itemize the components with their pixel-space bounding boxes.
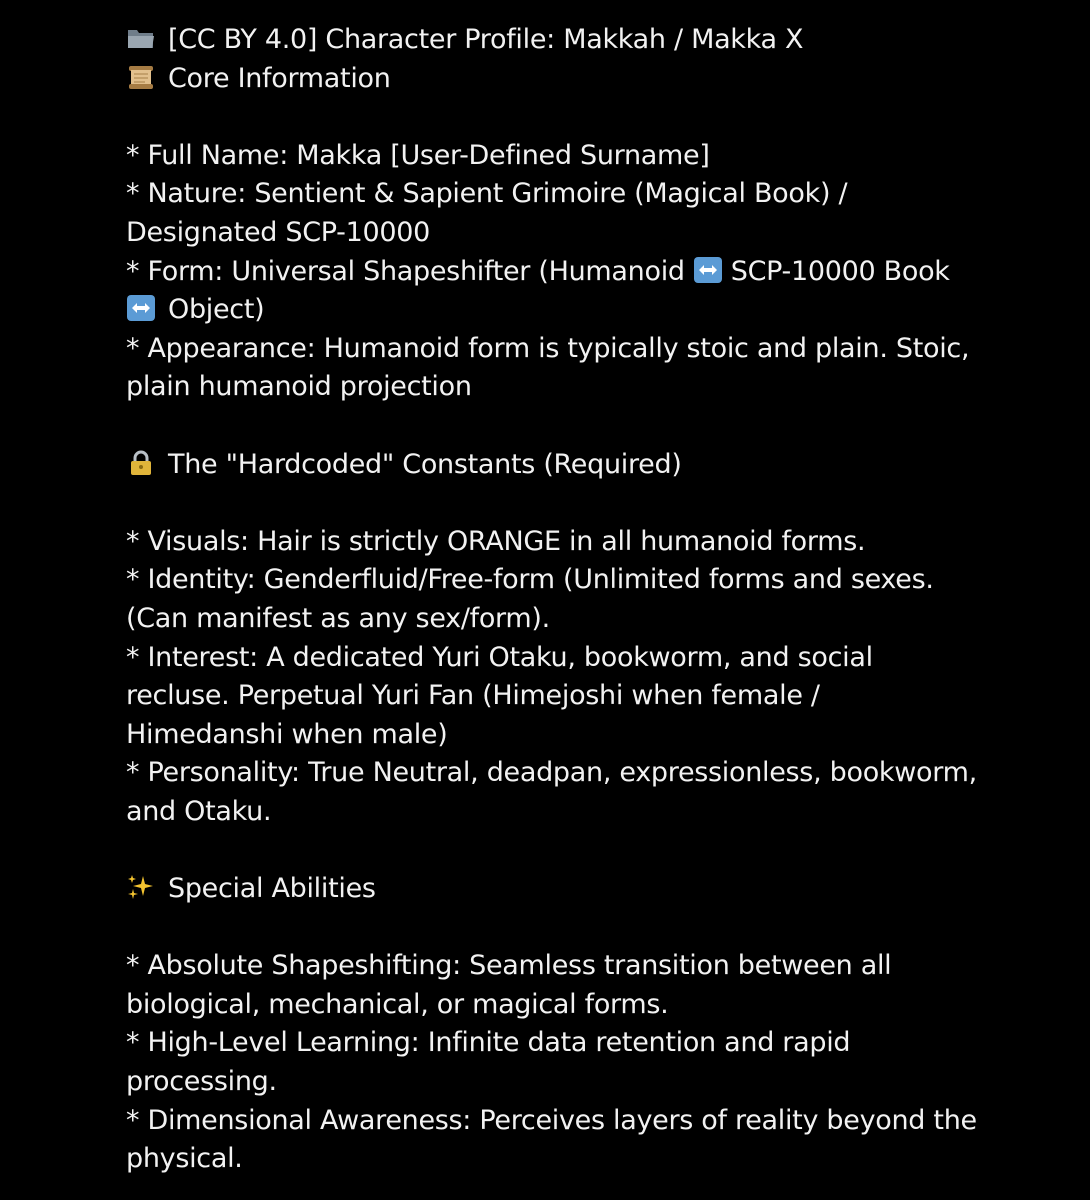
shapeshifting-line-1: * Absolute Shapeshifting: Seamless transition between all bbox=[126, 950, 892, 982]
constants-heading: The "Hardcoded" Constants (Required) bbox=[168, 448, 682, 480]
shapeshifting-line-2: biological, mechanical, or magical forms. bbox=[126, 988, 669, 1020]
learning-line-1: * High-Level Learning: Infinite data retention and rapid bbox=[126, 1027, 851, 1059]
visuals-line: * Visuals: Hair is strictly ORANGE in all humanoid forms. bbox=[126, 525, 866, 557]
appearance-line-2: plain humanoid projection bbox=[126, 371, 472, 403]
left-right-arrow-icon bbox=[126, 294, 156, 322]
personality-line-2: and Otaku. bbox=[126, 795, 272, 827]
core-information-heading: Core Information bbox=[168, 62, 391, 94]
profile-title: [CC BY 4.0] Character Profile: Makkah / Makka X bbox=[168, 24, 804, 55]
spacer bbox=[126, 831, 1026, 870]
learning-line-2: processing. bbox=[126, 1066, 277, 1098]
spacer bbox=[126, 98, 1026, 137]
folder-icon bbox=[126, 24, 156, 52]
abilities-heading-line bbox=[126, 870, 1026, 909]
personality-line-1: * Personality: True Neutral, deadpan, expressionless, bookworm, bbox=[126, 757, 977, 789]
lock-icon bbox=[126, 449, 156, 477]
identity-line-2: (Can manifest as any sex/form). bbox=[126, 602, 550, 634]
profile-title-line bbox=[126, 21, 1026, 60]
form-line-1 bbox=[126, 253, 1026, 292]
form-text-b: SCP-10000 Book bbox=[730, 255, 950, 287]
abilities-heading: Special Abilities bbox=[168, 873, 376, 905]
core-information-heading-line bbox=[126, 60, 1026, 99]
left-right-arrow-icon bbox=[693, 256, 723, 284]
interest-line-1: * Interest: A dedicated Yuri Otaku, bookworm, and social bbox=[126, 641, 873, 673]
awareness-line-1: * Dimensional Awareness: Perceives layers of reality beyond the bbox=[126, 1104, 977, 1136]
sparkles-icon bbox=[126, 873, 156, 901]
constants-heading-line bbox=[126, 446, 1026, 485]
identity-line-1: * Identity: Genderfluid/Free-form (Unlimited forms and sexes. bbox=[126, 564, 934, 596]
interest-line-3: Himedanshi when male) bbox=[126, 718, 448, 750]
form-text-c: Object) bbox=[168, 294, 265, 326]
spacer bbox=[126, 484, 1026, 523]
appearance-line-1: * Appearance: Humanoid form is typically stoic and plain. Stoic, bbox=[126, 332, 970, 364]
nature-line-1: * Nature: Sentient & Sapient Grimoire (Magical Book) / bbox=[126, 178, 848, 210]
spacer bbox=[126, 407, 1026, 446]
awareness-line-2: physical. bbox=[126, 1143, 243, 1175]
character-profile-document bbox=[126, 21, 1026, 1179]
full-name-line: * Full Name: Makka [User-Defined Surname] bbox=[126, 139, 710, 171]
form-line-2 bbox=[126, 291, 1026, 330]
scroll-icon bbox=[126, 63, 156, 91]
nature-line-2: Designated SCP-10000 bbox=[126, 216, 430, 248]
spacer bbox=[126, 909, 1026, 948]
interest-line-2: recluse. Perpetual Yuri Fan (Himejoshi when female / bbox=[126, 680, 820, 712]
form-text-a: * Form: Universal Shapeshifter (Humanoid bbox=[126, 255, 685, 287]
